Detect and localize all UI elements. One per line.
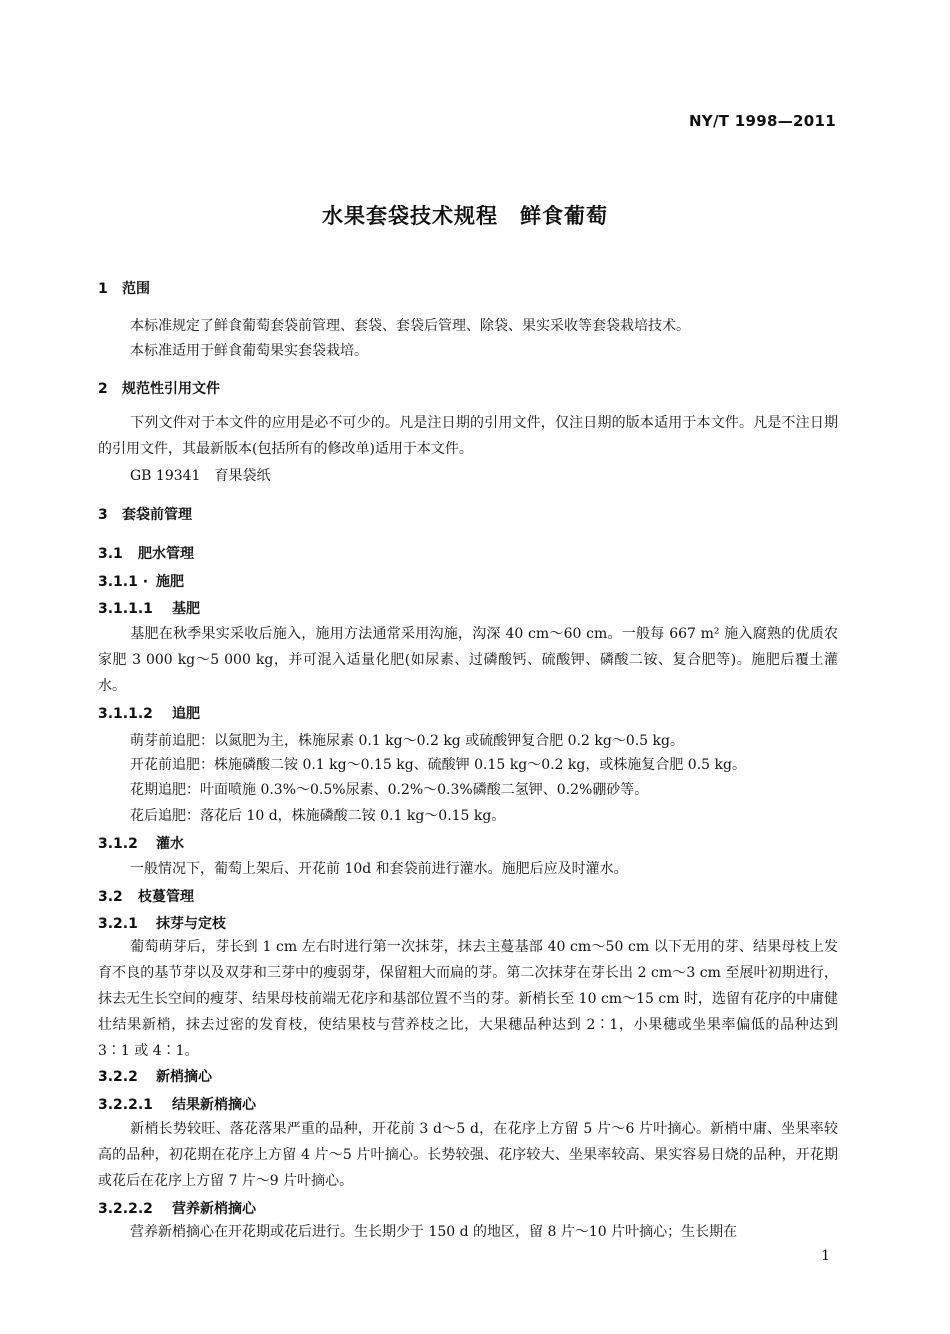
topdress-line-3: 花期追肥：叶面喷施 0.3%～0.5%尿素、0.2%～0.3%磷酸二氢钾、0.2%硼砂等。 [130,782,649,798]
heading-3-1-1-2 [98,703,200,723]
standard-code: NY/T 1998—2011 [688,112,836,130]
heading-text: 枝蔓管理 [138,889,194,905]
heading-text: 规范性引用文件 [122,381,220,397]
heading-3-1-1-1 [98,598,200,618]
heading-3-2-2 [98,1066,212,1086]
heading-text: 肥水管理 [138,546,194,562]
heading-text: 范围 [122,281,150,297]
heading-number: 3.1.1 · [98,574,149,590]
heading-number: 3.1 [98,546,123,562]
heading-3-2-2-1 [98,1094,256,1114]
heading-text: 抹芽与定枝 [156,916,226,932]
paragraph-references: 下列文件对于本文件的应用是必不可少的。凡是注日期的引用文件，仅注日期的版本适用于本文件。凡是不注日期的引用文件，其最新版本(包括所有的修改单)适用于本文件。 [98,415,838,457]
heading-3-2-1 [98,913,226,933]
paragraph-vegetative-shoot-topping: 营养新梢摘心在开花期或花后进行。生长期少于 150 d 的地区，留 8 片～10 片叶摘心；生长期在 [130,1224,738,1240]
heading-text: 套袋前管理 [122,507,192,523]
heading-3-1-2 [98,833,184,853]
heading-3-2 [98,886,194,906]
heading-number: 3.2.2 [98,1069,138,1085]
paragraph-base-fertilizer: 基肥在秋季果实采收后施入，施用方法通常采用沟施，沟深 40 cm～60 cm。一般每 667 m² 施入腐熟的优质农家肥 3 000 kg～5 000 kg，并可混入适量化肥(如尿素、过磷酸钙、硫酸钾、磷酸二铵、复合肥等)。施肥后覆土灌水。 [98,626,838,694]
heading-2 [98,378,220,398]
heading-1 [98,278,150,298]
heading-number: 3.2.2.1 [98,1097,153,1113]
heading-text: 基肥 [172,601,200,617]
heading-number: 1 [98,281,108,297]
heading-number: 3.1.1.1 [98,601,153,617]
heading-text: 追肥 [172,706,200,722]
reference-gb19341: GB 19341 育果袋纸 [130,468,271,484]
page-number: 1 [821,1248,830,1264]
document-title: 水果套袋技术规程 鲜食葡萄 [322,204,608,228]
topdress-line-2: 开花前追肥：株施磷酸二铵 0.1 kg～0.15 kg、硫酸钾 0.15 kg～0.2 kg，或株施复合肥 0.5 kg。 [130,757,746,773]
heading-number: 3.1.1.2 [98,706,153,722]
heading-text: 营养新梢摘心 [172,1201,256,1217]
heading-number: 2 [98,381,108,397]
paragraph-fruiting-shoot-topping: 新梢长势较旺、落花落果严重的品种，开花前 3 d～5 d，在花序上方留 5 片～6 片叶摘心。新梢中庸、坐果率较高的品种，初花期在花序上方留 4 片～5 片叶摘心。长势较强、花序较大、坐果率较高、果实容易日烧的品种，开花期或花后在花序上方留 7 片～9 片叶摘心。 [98,1121,838,1189]
heading-number: 3.2.2.2 [98,1201,153,1217]
heading-number: 3.1.2 [98,836,138,852]
heading-3-2-2-2 [98,1198,256,1218]
heading-text: 结果新梢摘心 [172,1097,256,1113]
heading-3-1-1 [98,571,184,591]
heading-number: 3.2 [98,889,123,905]
paragraph-scope-1: 本标准规定了鲜食葡萄套袋前管理、套袋、套袋后管理、除袋、果实采收等套袋栽培技术。 [130,318,690,334]
heading-text: 灌水 [156,836,184,852]
topdress-line-1: 萌芽前追肥：以氮肥为主，株施尿素 0.1 kg～0.2 kg 或硫酸钾复合肥 0.2 kg～0.5 kg。 [130,733,684,749]
heading-3 [98,504,192,524]
paragraph-bud-removal: 葡萄萌芽后，芽长到 1 cm 左右时进行第一次抹芽，抹去主蔓基部 40 cm～50 cm 以下无用的芽、结果母枝上发育不良的基节芽以及双芽和三芽中的瘦弱芽，保留粗大而扁的芽。第二次抹芽在芽长出 2 cm～3 cm 至展叶初期进行，抹去无生长空间的瘦芽、结果母枝前端无花序和基部位置不当的芽。新梢长至 10 cm～15 cm 时，选留有花序的中庸健壮结果新梢，抹去过密的发育枝，使结果枝与营养枝之比，大果穗品种达到 2∶1，小果穗或坐果率偏低的品种达到 3∶1 或 4∶1。 [98,939,838,1059]
heading-3-1 [98,543,194,563]
paragraph-scope-2: 本标准适用于鲜食葡萄果实套袋栽培。 [130,343,368,359]
heading-text: 新梢摘心 [156,1069,212,1085]
topdress-line-4: 花后追肥：落花后 10 d，株施磷酸二铵 0.1 kg～0.15 kg。 [130,808,506,824]
irrigation-line: 一般情况下，葡萄上架后、开花前 10d 和套袋前进行灌水。施肥后应及时灌水。 [130,861,628,877]
heading-text: 施肥 [156,574,184,590]
heading-number: 3.2.1 [98,916,138,932]
heading-number: 3 [98,507,108,523]
